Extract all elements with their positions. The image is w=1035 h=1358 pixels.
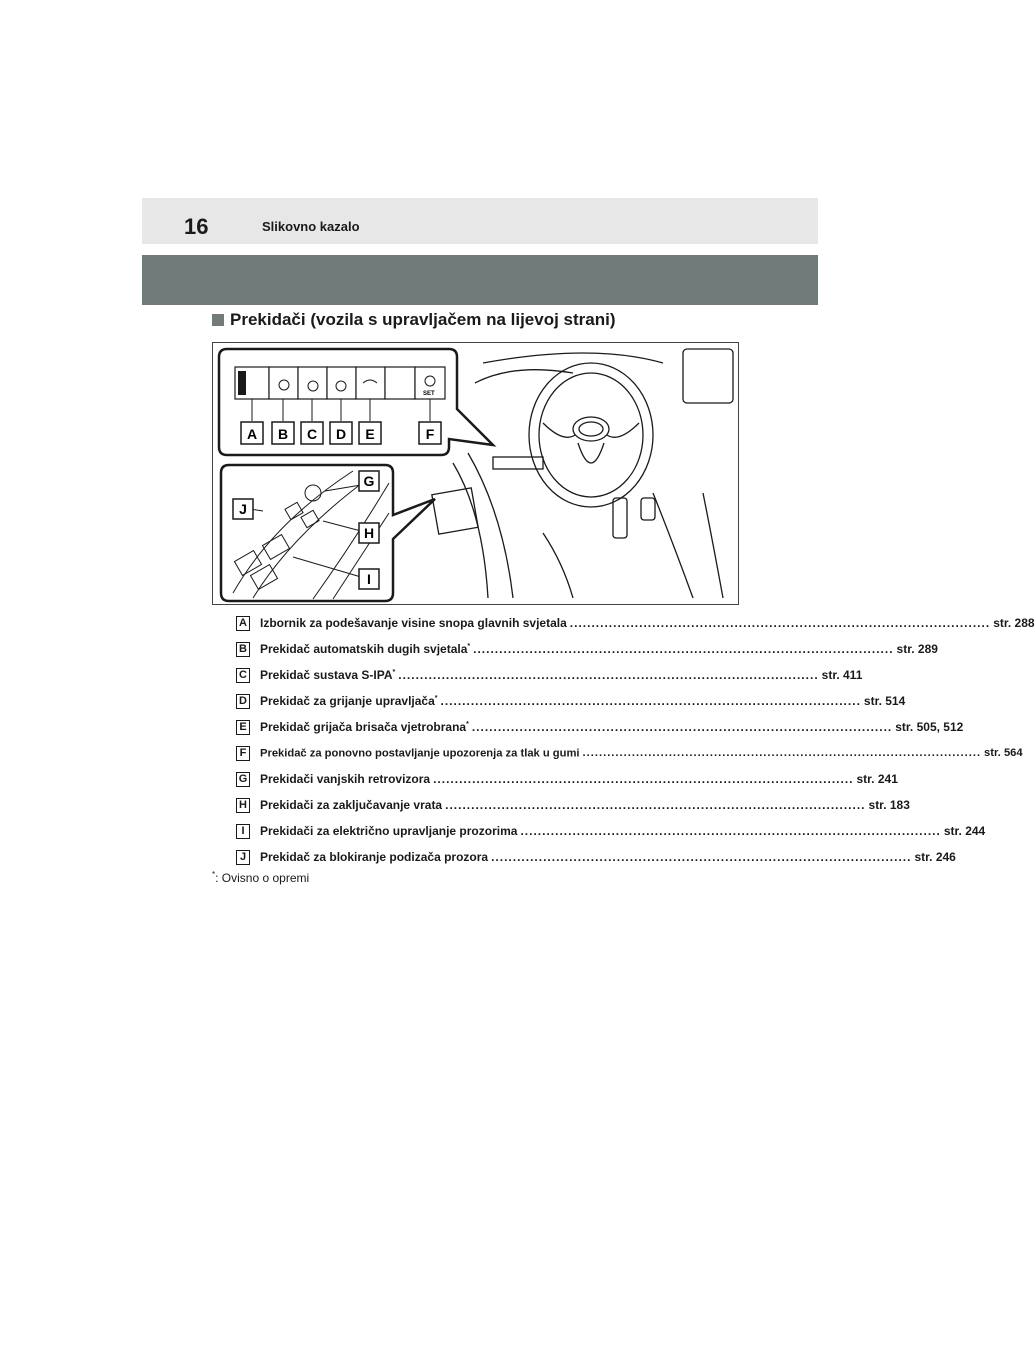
footnote-text: : Ovisno o opremi: [215, 871, 310, 885]
page-reference-link[interactable]: str. 289: [896, 642, 938, 656]
callout-b-label: B: [277, 426, 289, 442]
page-reference-link[interactable]: str. 246: [914, 850, 956, 864]
list-item: [236, 818, 986, 844]
list-item: [236, 766, 898, 792]
list-text: Prekidač grijača brisača vjetrobrana* ................................................................................................. str. 505, 512: [260, 720, 964, 734]
list-text: Izbornik za podešavanje visine snopa glavnih svjetala ................................................................................................. str. 288: [260, 616, 1035, 630]
item-label: Prekidači za zaključavanje vrata: [260, 798, 443, 812]
callout-e-label: E: [365, 426, 375, 442]
page-reference-link[interactable]: str. 241: [856, 772, 898, 786]
list-text: Prekidač za blokiranje podizača prozora ................................................................................................. str. 246: [260, 850, 956, 864]
list-item: [236, 714, 964, 740]
page-reference-link[interactable]: str. 411: [821, 668, 863, 682]
switch-e: [356, 367, 385, 399]
list-badge: B: [236, 642, 250, 657]
page-reference-link[interactable]: str. 505, 512: [895, 720, 964, 734]
list-badge: C: [236, 668, 250, 683]
item-label: Prekidač za blokiranje podizača prozora: [260, 850, 489, 864]
switch-c: [298, 367, 327, 399]
dial-a: [238, 371, 246, 395]
switch-illustration: [212, 342, 739, 605]
list-text: Prekidač za ponovno postavljanje upozorenja za tlak u gumi ................................................................................................. str. 564: [260, 746, 1023, 760]
list-text: Prekidači za zaključavanje vrata ................................................................................................. str. 183: [260, 798, 910, 812]
switch-b: [269, 367, 298, 399]
subheading: [212, 310, 616, 330]
steering-wheel: [432, 349, 733, 598]
callout-j-label: J: [239, 501, 247, 517]
list-badge: H: [236, 798, 250, 813]
callout-f-label: F: [425, 426, 435, 442]
list-text: Prekidači za električno upravljanje prozorima ................................................................................................. str. 244: [260, 824, 986, 838]
list-item: [236, 610, 1035, 636]
item-label: Izbornik za podešavanje visine snopa glavnih svjetala: [260, 616, 567, 630]
header-bar: [142, 198, 818, 244]
list-item: [236, 844, 956, 870]
list-text: Prekidač automatskih dugih svjetala* ................................................................................................. str. 289: [260, 642, 938, 656]
subheading-text: Prekidači (vozila s upravljačem na lijevoj strani): [230, 310, 616, 329]
callout-h-label: H: [363, 525, 375, 541]
list-badge: I: [236, 824, 250, 839]
list-badge: A: [236, 616, 250, 631]
footnote-mark: *: [212, 870, 216, 879]
callout-c-label: C: [306, 426, 318, 442]
list-item: [236, 636, 938, 662]
item-label: Prekidač grijača brisača vjetrobrana*: [260, 720, 469, 734]
header-band: [142, 255, 818, 305]
callout-g-label: G: [363, 473, 375, 489]
cockpit-drawing: [213, 343, 738, 604]
page-reference-link[interactable]: str. 244: [943, 824, 986, 838]
set-label: SET: [423, 391, 435, 397]
list-badge: F: [236, 746, 250, 761]
item-label: Prekidači vanjskih retrovizora: [260, 772, 431, 786]
list-text: Prekidači vanjskih retrovizora ................................................................................................. str. 241: [260, 772, 898, 786]
list-item: [236, 792, 910, 818]
list-text: Prekidač za grijanje upravljača* ................................................................................................. str. 514: [260, 694, 906, 708]
switch-d: [327, 367, 356, 399]
section-title: Slikovno kazalo: [262, 219, 360, 234]
item-label: Prekidač automatskih dugih svjetala*: [260, 642, 471, 656]
list-badge: D: [236, 694, 250, 709]
callout-a-label: A: [246, 426, 258, 442]
item-label: Prekidači za električno upravljanje prozorima: [260, 824, 518, 838]
callout-d-label: D: [335, 426, 347, 442]
list-badge: J: [236, 850, 250, 865]
page-reference-link[interactable]: str. 514: [863, 694, 906, 708]
footnote: [212, 870, 309, 885]
list-badge: E: [236, 720, 250, 735]
switch-index-list: [236, 610, 1035, 870]
item-label: Prekidač za ponovno postavljanje upozorenja za tlak u gumi: [260, 747, 580, 760]
list-badge: G: [236, 772, 250, 787]
page-number: 16: [184, 214, 209, 239]
switch-blank: [385, 367, 415, 399]
callout-i-label: I: [367, 571, 371, 587]
page-reference-link[interactable]: str. 183: [868, 798, 910, 812]
list-text: Prekidač sustava S-IPA* ................................................................................................. str. 411: [260, 668, 863, 682]
page-reference-link[interactable]: str. 564: [984, 746, 1023, 759]
bullet-square-icon: [212, 314, 224, 326]
item-label: Prekidač za grijanje upravljača*: [260, 694, 438, 708]
door-panel-window-switch: [432, 488, 478, 534]
page-reference-link[interactable]: str. 288: [993, 616, 1035, 630]
list-item: [236, 662, 863, 688]
list-item: [236, 740, 1023, 766]
list-item: [236, 688, 906, 714]
item-label: Prekidač sustava S-IPA*: [260, 668, 396, 682]
